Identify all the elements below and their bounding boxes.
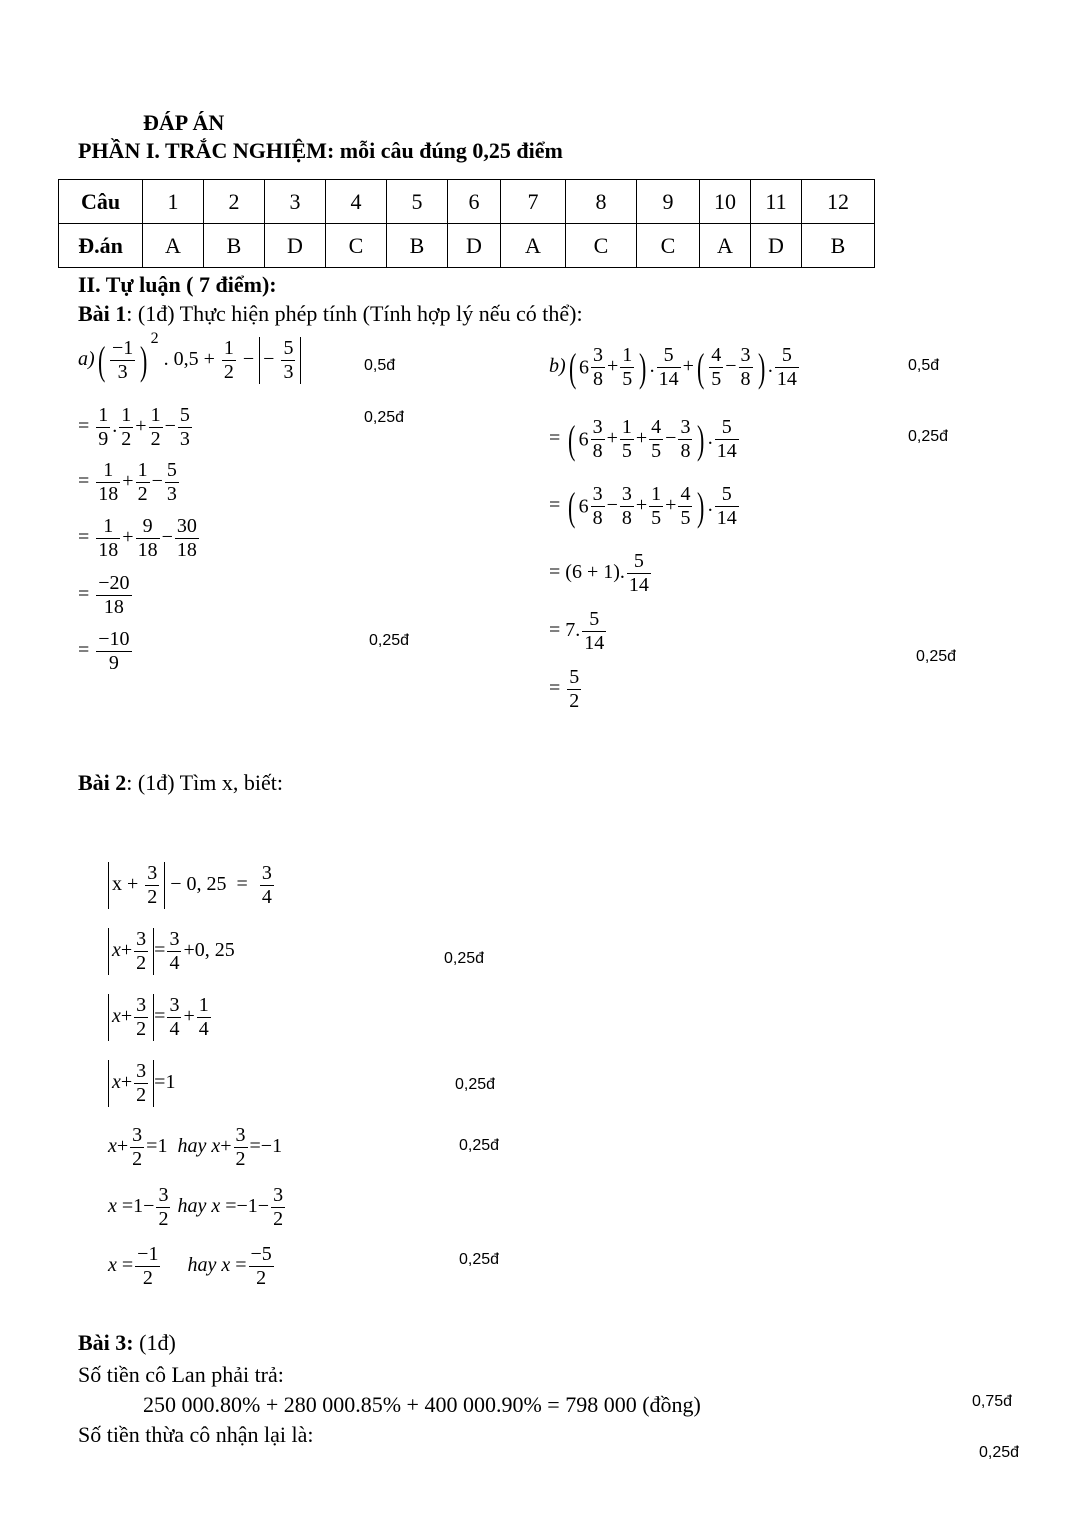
bai2-line4: x+ $\frac{3}{2}$ =1 xyxy=(108,1060,175,1107)
answer-cell: C xyxy=(637,224,700,268)
bai2-line1: x + $\frac{3}{2}$ − 0, 25 = $\frac{3}{4}$ xyxy=(108,862,276,909)
row-label-question: Câu xyxy=(59,180,143,224)
table-row-questions xyxy=(59,180,875,224)
part2-heading: II. Tự luận ( 7 điểm): xyxy=(78,272,277,297)
hay-word: hay xyxy=(177,1135,207,1158)
bai1a-line5: = $\frac{-20}{18}$ xyxy=(78,572,130,618)
answer-cell: A xyxy=(143,224,204,268)
bai1b-line5: = 7. $\frac{5}{14}$ xyxy=(549,608,605,654)
score-label: 0,25đ xyxy=(459,1137,500,1154)
answer-cell: B xyxy=(387,224,448,268)
bai2-title xyxy=(78,770,283,796)
question-number: 5 xyxy=(387,180,448,224)
question-number: 11 xyxy=(751,180,802,224)
bai2-line6: x =1− $\frac{3}{2}$ hay x =−1− $\frac{3}{2}$ xyxy=(108,1184,284,1230)
score-label: 0,75đ xyxy=(972,1393,1013,1410)
bai3-desc: (1đ) xyxy=(133,1330,176,1355)
answer-cell: C xyxy=(566,224,637,268)
table-row-answers xyxy=(59,224,875,268)
question-number: 1 xyxy=(143,180,204,224)
score-label: 0,25đ xyxy=(455,1076,496,1093)
page-title: ĐÁP ÁN xyxy=(143,110,225,135)
answer-cell: A xyxy=(700,224,751,268)
answer-table xyxy=(58,179,875,268)
answer-cell: C xyxy=(326,224,387,268)
bai1a-line6: = $\frac{-10}{9}$ xyxy=(78,628,130,674)
answer-cell: B xyxy=(204,224,265,268)
hay-word: hay xyxy=(187,1254,217,1277)
bai3-label: Bài 3: xyxy=(78,1330,134,1355)
score-label: 0,25đ xyxy=(364,409,405,426)
bai1b-line6: = $\frac{5}{2}$ xyxy=(549,666,580,712)
part1-heading: PHẦN I. TRẮC NGHIỆM: mỗi câu đúng 0,25 điểm xyxy=(78,138,563,163)
hay-word: hay xyxy=(177,1195,207,1218)
bai1b-line2: = ( 6 $\frac{3}{8}$ + $\frac{1}{5}$ + $\frac{4}{5}$ − $\frac{3}{8}$ ) . $\frac{5}{14}$ xyxy=(549,416,737,462)
row-label-answer: Đ.án xyxy=(59,224,143,268)
bai2-line5: x+ $\frac{3}{2}$ =1 hay x+ $\frac{3}{2}$ =−1 xyxy=(108,1124,283,1170)
score-label: 0,5đ xyxy=(908,357,940,374)
bai1-title xyxy=(78,301,583,327)
question-number: 8 xyxy=(566,180,637,224)
bai1-desc: : (1đ) Thực hiện phép tính (Tính hợp lý nếu có thể): xyxy=(126,301,583,326)
question-number: 9 xyxy=(637,180,700,224)
score-label: 0,25đ xyxy=(459,1251,500,1268)
bai1a-line1: a)( $\frac{-1}{3}$ ) $^2$ . 0,5 + $\frac{1}{2}$ − − $\frac{5}{3}$ xyxy=(78,337,301,384)
answer-cell: D xyxy=(751,224,802,268)
answer-cell: B xyxy=(802,224,875,268)
bai1a-line3: = $\frac{1}{18}$ + $\frac{1}{2}$ − $\frac{5}{3}$ xyxy=(78,459,177,505)
bai1b-line1: b)( 6 $\frac{3}{8}$ + $\frac{1}{5}$ ) . $\frac{5}{14}$ +( $\frac{4}{5}$ − $\frac{3}{8}$ ) . $\frac{5}{14}$ xyxy=(549,344,797,390)
bai3-line1: Số tiền cô Lan phải trả: xyxy=(78,1362,284,1387)
bai2-label: Bài 2 xyxy=(78,770,127,795)
question-number: 7 xyxy=(501,180,566,224)
question-number: 12 xyxy=(802,180,875,224)
answer-cell: A xyxy=(501,224,566,268)
bai3-line2: 250 000.80% + 280 000.85% + 400 000.90% = 798 000 (đồng) xyxy=(143,1392,701,1417)
question-number: 2 xyxy=(204,180,265,224)
bai3-line3: Số tiền thừa cô nhận lại là: xyxy=(78,1422,314,1447)
bai1-label: Bài 1 xyxy=(78,301,127,326)
score-label: 0,25đ xyxy=(369,632,410,649)
bai1b-line3: = ( 6 $\frac{3}{8}$ − $\frac{3}{8}$ + $\frac{1}{5}$ + $\frac{4}{5}$ ) . $\frac{5}{14}$ xyxy=(549,483,737,529)
part-a-label: a) xyxy=(78,348,95,371)
answer-cell: D xyxy=(448,224,501,268)
score-label: 0,25đ xyxy=(908,428,949,445)
score-label: 0,25đ xyxy=(916,648,957,665)
bai3-title xyxy=(78,1330,176,1356)
bai1b-line4: = (6 + 1). $\frac{5}{14}$ xyxy=(549,550,649,596)
score-label: 0,25đ xyxy=(444,950,485,967)
question-number: 10 xyxy=(700,180,751,224)
bai2-line2: x+ $\frac{3}{2}$ = $\frac{3}{4}$ +0, 25 xyxy=(108,928,235,975)
answer-cell: D xyxy=(265,224,326,268)
score-label: 0,25đ xyxy=(979,1444,1020,1461)
bai1a-line4: = $\frac{1}{18}$ + $\frac{9}{18}$ − $\frac{30}{18}$ xyxy=(78,515,197,561)
bai1a-line2: = $\frac{1}{9}$ . $\frac{1}{2}$ + $\frac{1}{2}$ − $\frac{5}{3}$ xyxy=(78,404,190,450)
question-number: 6 xyxy=(448,180,501,224)
question-number: 4 xyxy=(326,180,387,224)
bai2-desc: : (1đ) Tìm x, biết: xyxy=(126,770,283,795)
bai2-line3: x+ $\frac{3}{2}$ = $\frac{3}{4}$ + $\frac{1}{4}$ xyxy=(108,994,213,1041)
question-number: 3 xyxy=(265,180,326,224)
part-b-label: b) xyxy=(549,355,566,378)
bai2-line7: x = $\frac{-1}{2}$ hay x = $\frac{-5}{2}$ xyxy=(108,1243,272,1289)
score-label: 0,5đ xyxy=(364,357,396,374)
